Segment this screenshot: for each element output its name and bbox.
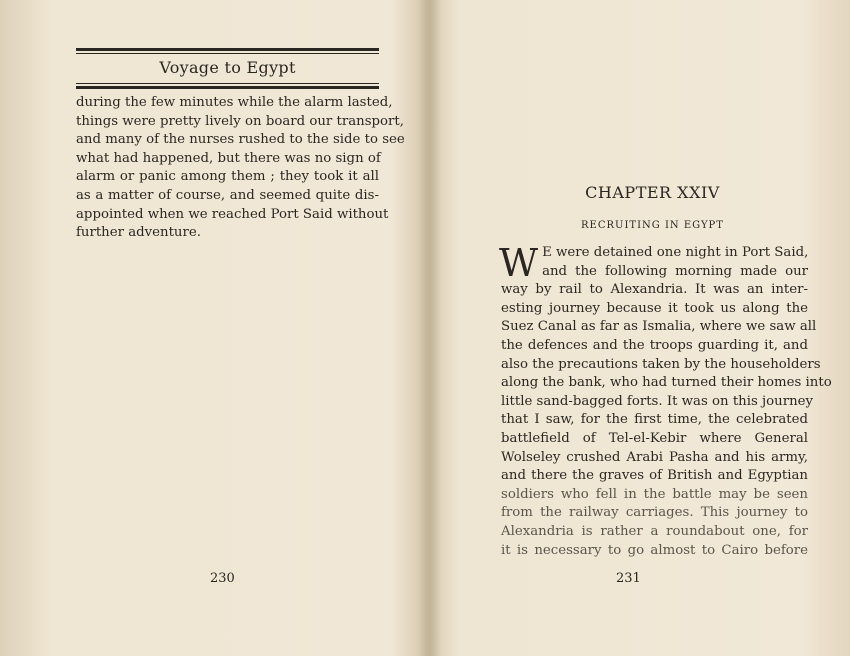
text-line: Wolseley crushed Arabi Pasha and his army, xyxy=(501,449,808,465)
text-line: as a matter of course, and seemed quite dis- xyxy=(76,187,379,203)
page-number-right: 231 xyxy=(616,571,641,586)
text-line: it is necessary to go almost to Cairo before xyxy=(501,542,808,558)
text-line: and the following morning made our xyxy=(542,263,808,279)
left-body-text xyxy=(76,94,405,243)
header-rule-top xyxy=(76,48,379,51)
right-body-text xyxy=(499,241,832,560)
header-rule-bottom xyxy=(76,86,379,89)
text-line: Suez Canal as far as Ismalia, where we saw all xyxy=(501,319,817,335)
header-rule-top-thin xyxy=(76,53,379,54)
text-line: along the bank, who had turned their homes into xyxy=(501,375,832,391)
text-line: little sand-bagged forts. It was on this journey xyxy=(501,393,814,409)
text-line: also the precautions taken by the householders xyxy=(501,356,821,372)
text-line: E were detained one night in Port Said, xyxy=(542,245,809,260)
text-line: alarm or panic among them ; they took it all xyxy=(76,169,379,185)
text-line: the defences and the troops guarding it, and xyxy=(501,337,808,353)
header-rule-bottom-thin xyxy=(76,83,379,84)
chapter-title: CHAPTER XXIV xyxy=(585,183,720,202)
text-line: further adventure. xyxy=(76,225,201,241)
right-page xyxy=(425,0,850,656)
text-line: battlefield of Tel-el-Kebir where General xyxy=(501,430,808,446)
text-line: appointed when we reached Port Said without xyxy=(76,206,389,222)
text-line: and many of the nurses rushed to the side to see xyxy=(76,132,405,148)
text-line: that I saw, for the first time, the celebrated xyxy=(501,412,808,428)
text-line: esting journey because it took us along the xyxy=(501,300,808,316)
text-line: what had happened, but there was no sign of xyxy=(76,150,381,166)
drop-cap: W xyxy=(499,241,539,285)
text-line: Alexandria is rather a roundabout one, for xyxy=(501,523,808,539)
text-line: during the few minutes while the alarm lasted, xyxy=(76,95,393,110)
page-number-left: 230 xyxy=(210,571,235,586)
text-line: and there the graves of British and Egyptian xyxy=(501,468,808,484)
running-head: Voyage to Egypt xyxy=(159,58,296,77)
text-line: way by rail to Alexandria. It was an inter- xyxy=(501,282,808,298)
text-line: from the railway carriages. This journey to xyxy=(501,505,808,521)
text-line: soldiers who fell in the battle may be seen xyxy=(501,486,808,502)
text-line: things were pretty lively on board our transport, xyxy=(76,113,404,129)
chapter-subtitle: RECRUITING IN EGYPT xyxy=(581,220,724,231)
